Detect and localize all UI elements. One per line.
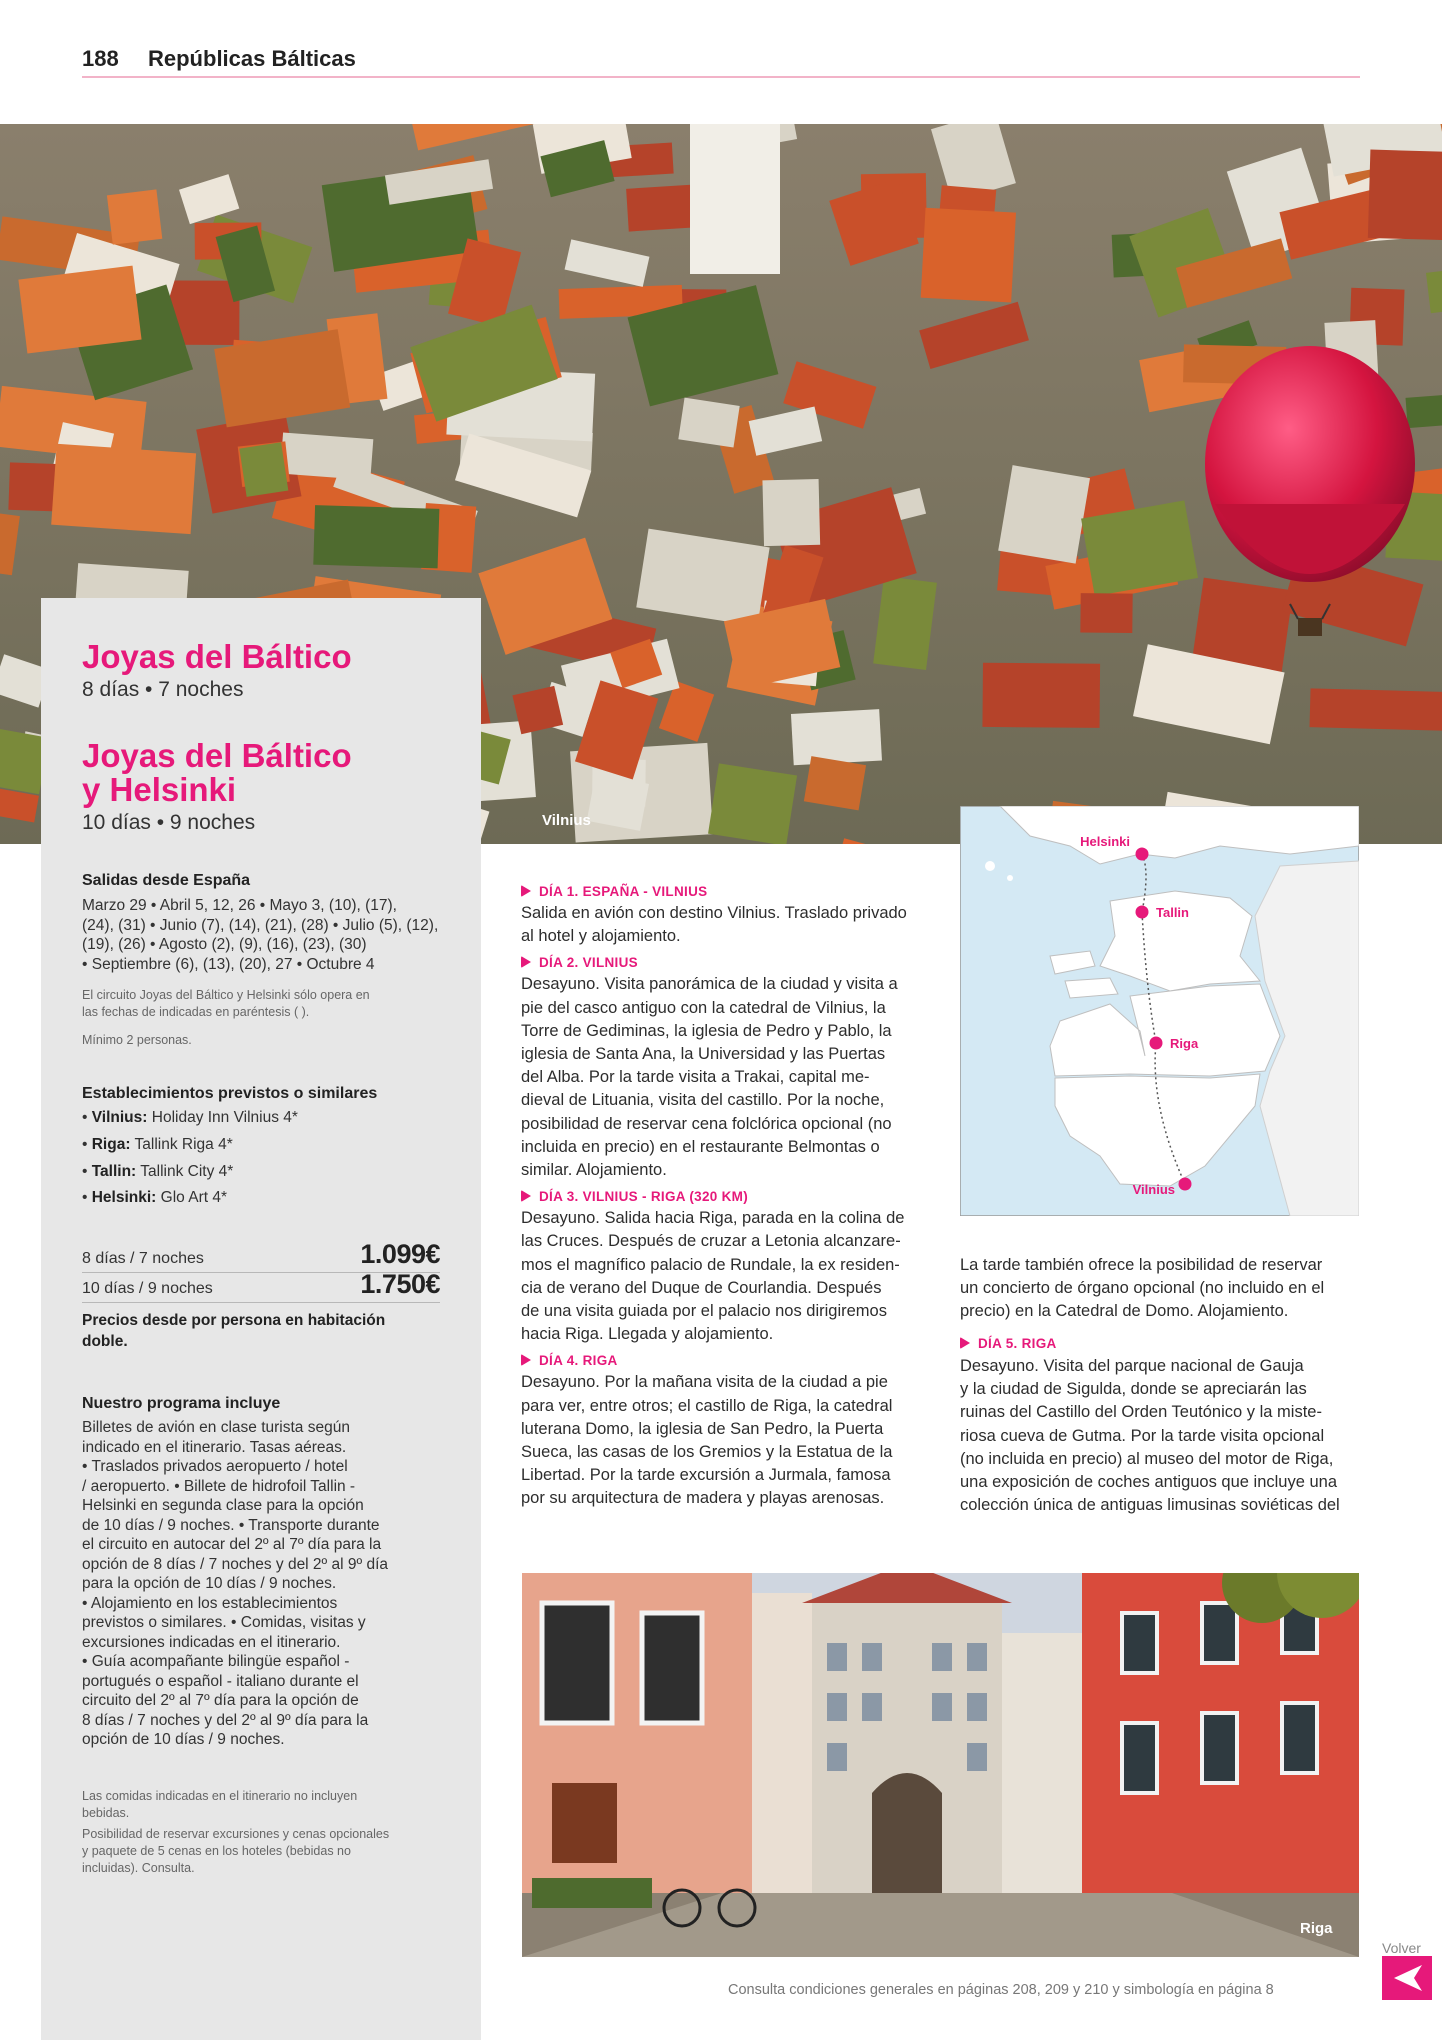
back-arrow-icon	[1382, 1956, 1432, 2000]
map-city-marker	[1150, 1037, 1163, 1050]
day-heading: DÍA 2. VILNIUS	[521, 955, 919, 970]
small-notes: Las comidas indicadas en el itinerario no incluyen bebidas. Posibilidad de reservar excursiones y cenas opcionales y paquete de 5 cenas en los hoteles (bebidas no incluidas). Consulta.	[82, 1789, 390, 1875]
day-text: Salida en avión con destino Vilnius. Traslado privado al hotel y alojamiento.	[521, 904, 907, 946]
day-block	[521, 1353, 919, 1510]
map-city-marker	[1136, 848, 1149, 861]
day5-heading: DÍA 5. RIGA	[960, 1336, 1359, 1351]
hotel-item: • Riga: Tallink Riga 4*	[82, 1136, 233, 1153]
map-city-label: Helsinki	[1080, 834, 1130, 849]
departures-heading: Salidas desde España	[82, 872, 251, 889]
tour-duration-1: 8 días • 7 noches	[82, 678, 244, 701]
price-label: 10 días / 9 noches	[82, 1280, 213, 1297]
hotel-item: • Tallin: Tallink City 4*	[82, 1163, 234, 1180]
volver-button[interactable]	[1382, 1956, 1432, 2000]
route-map	[960, 806, 1359, 1216]
day-block	[521, 884, 919, 948]
header-rule	[82, 76, 1360, 78]
tour-title-1: Joyas del Báltico	[82, 638, 352, 675]
includes-list: Billetes de avión en clase turista según indicado en el itinerario. Tasas aéreas. • Traslados privados aeropuerto / hotel / aeropuerto. • Billete de hidrofoil Tallin - Helsinki en segunda clase para la opción de 10 días / 9 noches. • Transporte durante el circuito en autocar del 2º al 7º día para la opción de 8 días / 7 noches y del 2º al 9º día para la opción de 10 días / 9 noches. • Alojamiento en los establecimientos previstos o similares. • Comidas, visitas y excursiones indicadas en el itinerario. • Guía acompañante bilingüe español - portugués o español - italiano durante el circuito del 2º al 7º día para la opción de 8 días / 7 noches y del 2º al 9º día para la opción de 10 días / 9 noches.	[82, 1419, 389, 1748]
hotel-item: • Helsinki: Glo Art 4*	[82, 1189, 227, 1206]
map-city-marker	[1179, 1178, 1192, 1191]
map-city-label: Tallin	[1156, 905, 1189, 920]
day-heading: DÍA 3. VILNIUS - RIGA (320 KM)	[521, 1189, 919, 1204]
day-heading: DÍA 4. RIGA	[521, 1353, 919, 1368]
day-block	[521, 955, 919, 1182]
section-title: Repúblicas Bálticas	[148, 46, 356, 71]
day-block	[521, 1189, 919, 1346]
departures-note: El circuito Joyas del Báltico y Helsinki sólo opera en las fechas de indicadas en paréntesis ( ).	[82, 988, 370, 1019]
day-text: Desayuno. Por la mañana visita de la ciudad a pie para ver, entre otros; el castillo de Riga, la catedral luterana Domo, la iglesia de San Pedro, la Puerta Sueca, las casas de los Gremios y la Estatua de la Libertad. Por la tarde excursión a Jurmala, famosa por su arquitectura de madera y playas arenosas.	[521, 1373, 893, 1508]
price-row	[82, 1269, 440, 1300]
map-city-marker	[1136, 906, 1149, 919]
day-heading: DÍA 1. ESPAÑA - VILNIUS	[521, 884, 919, 899]
riga-street-photo	[522, 1573, 1359, 1957]
price-label: 8 días / 7 noches	[82, 1250, 204, 1267]
day5-block	[960, 1336, 1359, 1517]
day4-continued: La tarde también ofrece la posibilidad de reservar un concierto de órgano opcional (no incluido en el precio) en la Catedral de Domo. Alojamiento.	[960, 1256, 1325, 1321]
price-note: Precios desde por persona en habitación doble.	[82, 1312, 386, 1350]
footer-note: Consulta condiciones generales en páginas 208, 209 y 210 y simbología en página 8	[728, 1982, 1274, 1998]
day-text: Desayuno. Salida hacia Riga, parada en la colina de las Cruces. Después de cruzar a Letonia alcanzare- mos el magnífico palacio de Rundale, la ex residen- cia de verano del Duque de Courlandia. Después de una visita guiada por el palacio nos dirigiremos hacia Riga. Llegada y alojamiento.	[521, 1209, 905, 1344]
itinerary-column	[521, 884, 919, 1511]
page-number: 188	[82, 46, 119, 71]
hotel-item: • Vilnius: Holiday Inn Vilnius 4*	[82, 1109, 298, 1126]
riga-caption: Riga	[1300, 1920, 1333, 1937]
hero-caption: Vilnius	[542, 812, 591, 829]
volver-label: Volver	[1382, 1940, 1421, 1956]
map-city-label: Vilnius	[1132, 1182, 1175, 1197]
departures-dates: Marzo 29 • Abril 5, 12, 26 • Mayo 3, (10), (17), (24), (31) • Junio (7), (14), (21), (28) • Julio (5), (12), (19), (26) • Agosto (2), (9), (16), (23), (30) • Septiembre (6), (13), (20), 27 • Octubre 4	[82, 897, 439, 973]
tour-title-2-line1: Joyas del Báltico	[82, 737, 352, 774]
hotels-heading: Establecimientos previstos o similares	[82, 1085, 378, 1102]
minimum-persons: Mínimo 2 personas.	[82, 1033, 192, 1047]
price-value: 1.750€	[360, 1269, 440, 1299]
map-city-label: Riga	[1170, 1036, 1199, 1051]
tour-duration-2: 10 días • 9 noches	[82, 811, 256, 834]
day-text: Desayuno. Visita panorámica de la ciudad y visita a pie del casco antiguo con la catedral de Vilnius, la Torre de Gediminas, la iglesia de Pedro y Pablo, la iglesia de Santa Ana, la Universidad y las Puertas del Alba. Por la tarde visita a Trakai, capital me- dieval de Lituania, visita del castillo. Por la noche, posibilidad de reservar cena folclórica opcional (no incluida en precio) en el restaurante Belmontas o similar. Alojamiento.	[521, 975, 898, 1180]
price-value: 1.099€	[360, 1239, 440, 1269]
day5-text: Desayuno. Visita del parque nacional de Gauja y la ciudad de Sigulda, donde se apreciarán las ruinas del Castillo del Orden Teutónico y la miste- riosa cueva de Gutma. Por la tarde visita opcional (no incluida en precio) al museo del motor de Riga, una exposición de coches antiguos que incluye una colección única de antiguas limusinas soviéticas del	[960, 1357, 1340, 1515]
tour-title-2-line2: y Helsinki	[82, 771, 237, 808]
price-row	[82, 1239, 440, 1270]
includes-heading: Nuestro programa incluye	[82, 1395, 281, 1412]
